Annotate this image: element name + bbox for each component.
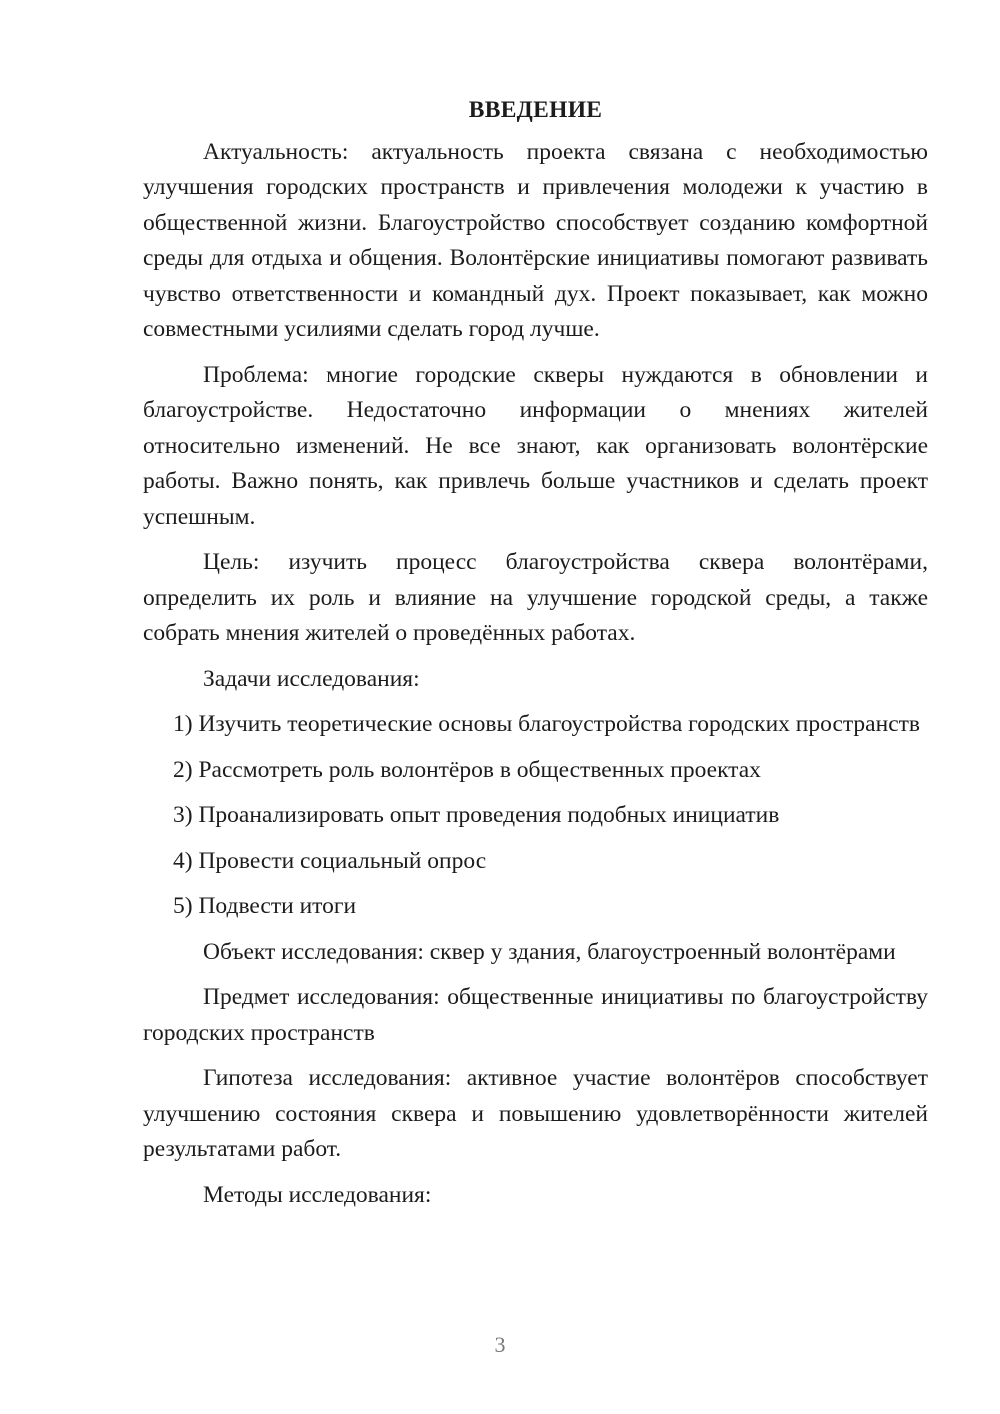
task-item: 5) Подвести итоги bbox=[173, 893, 357, 919]
task-item: 1) Изучить теоретические основы благоустройства городских пространств bbox=[173, 711, 920, 737]
tasks-list bbox=[143, 707, 928, 925]
page-content bbox=[143, 93, 928, 1223]
relevance-paragraph: Актуальность: актуальность проекта связана с необходимостью улучшения городских пространств и привлечения молодежи к участию в общественной жизни. Благоустройство способствует созданию комфортной среды для отдыха и общения. Волонтёрские инициативы помогают развивать чувство ответственности и командный дух. Проект показывает, как можно совместными усилиями сделать город лучше. bbox=[143, 138, 928, 342]
page-number: 3 bbox=[494, 1332, 506, 1357]
task-item: 4) Провести социальный опрос bbox=[173, 847, 487, 874]
tasks-heading: Задачи исследования: bbox=[203, 665, 420, 692]
subject-paragraph: Предмет исследования: общественные инициативы по благоустройству городских пространств bbox=[143, 984, 928, 1046]
task-item: 2) Рассмотреть роль волонтёров в общественных проектах bbox=[173, 756, 761, 783]
goal-paragraph: Цель: изучить процесс благоустройства сквера волонтёрами, определить их роль и влияние на улучшение городской среды, а также собрать мнения жителей о проведённых работах. bbox=[143, 549, 928, 646]
task-item: 3) Проанализировать опыт проведения подобных инициатив bbox=[173, 802, 780, 828]
hypothesis-paragraph: Гипотеза исследования: активное участие волонтёров способствует улучшению состояния сквера и повышению удовлетворённости жителей результатами работ. bbox=[143, 1065, 928, 1162]
methods-heading: Методы исследования: bbox=[203, 1181, 432, 1208]
object-paragraph: Объект исследования: сквер у здания, благоустроенный волонтёрами bbox=[203, 938, 896, 965]
section-title: ВВЕДЕНИЕ bbox=[468, 97, 603, 123]
problem-paragraph: Проблема: многие городские скверы нуждаются в обновлении и благоустройстве. Недостаточно информации о мнениях жителей относительно изменений. Не все знают, как организовать волонтёрские работы. Важно понять, как привлечь больше участников и сделать проект успешным. bbox=[143, 361, 928, 530]
